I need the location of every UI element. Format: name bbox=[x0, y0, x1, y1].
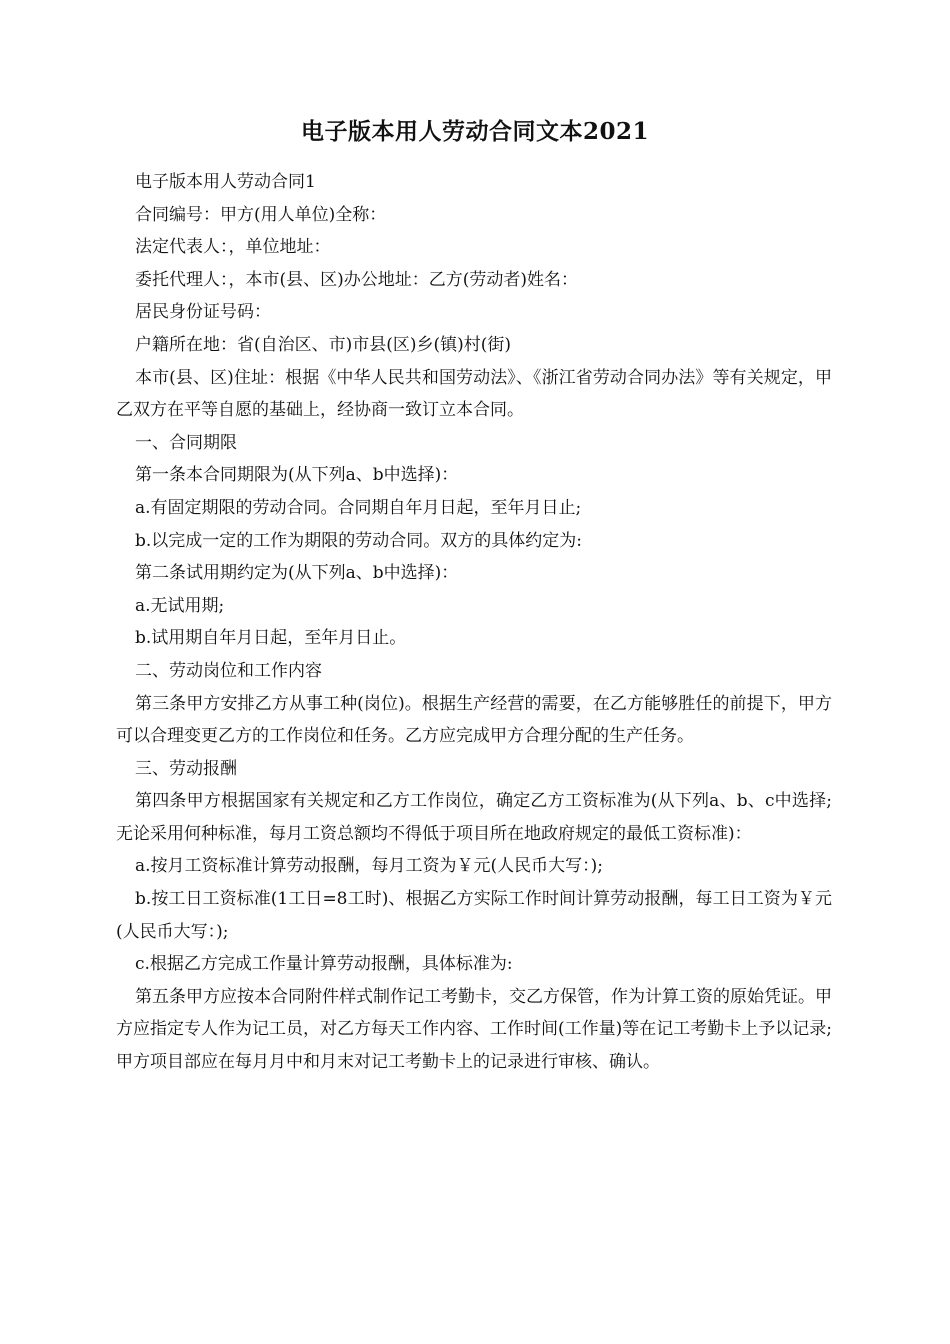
paragraph-article-4-option-b: b.按工日工资标准(1工日=8工时)、根据乙方实际工作时间计算劳动报酬，每工日工资为￥元(人民币大写：); bbox=[116, 889, 832, 942]
paragraph-id-number: 居民身份证号码： bbox=[135, 302, 271, 323]
section-heading-contract-term: 一、合同期限 bbox=[135, 432, 237, 453]
paragraph-contract-heading: 电子版本用人劳动合同1 bbox=[135, 172, 316, 192]
paragraph-agent: 委托代理人：，本市(县、区)办公地址：乙方(劳动者)姓名： bbox=[135, 269, 579, 290]
paragraph-contract-number: 合同编号：甲方(用人单位)全称： bbox=[135, 204, 387, 225]
paragraph-article-2-option-b: b.试用期自年月日起，至年月日止。 bbox=[135, 628, 407, 649]
section-heading-remuneration: 三、劳动报酬 bbox=[135, 758, 237, 779]
paragraph-legal-representative: 法定代表人：，单位地址： bbox=[135, 237, 331, 258]
paragraph-article-1-option-a: a.有固定期限的劳动合同。合同期自年月日起，至年月日止; bbox=[135, 497, 582, 518]
paragraph-article-1: 第一条本合同期限为(从下列a、b中选择)： bbox=[135, 465, 459, 486]
paragraph-article-4-option-c: c.根据乙方完成工作量计算劳动报酬，具体标准为: bbox=[135, 954, 513, 975]
paragraph-article-1-option-b: b.以完成一定的工作为期限的劳动合同。双方的具体约定为: bbox=[135, 530, 583, 551]
paragraph-article-4-option-a: a.按月工资标准计算劳动报酬，每月工资为￥元(人民币大写：); bbox=[135, 856, 604, 877]
paragraph-article-5: 第五条甲方应按本合同附件样式制作记工考勤卡，交乙方保管，作为计算工资的原始凭证。甲方应指定专人作为记工员，对乙方每天工作内容、工作时间(工作量)等在记工考勤卡上予以记录;甲方项目部应在每月月中和月末对记工考勤卡上的记录进行审核、确认。 bbox=[116, 986, 832, 1073]
paragraph-article-2: 第二条试用期约定为(从下列a、b中选择)： bbox=[135, 563, 459, 584]
paragraph-address-preamble: 本市(县、区)住址：根据《中华人民共和国劳动法》、《浙江省劳动合同办法》等有关规定，甲乙双方在平等自愿的基础上，经协商一致订立本合同。 bbox=[116, 367, 832, 421]
document-body bbox=[116, 166, 832, 1079]
paragraph-household-registration: 户籍所在地：省(自治区、市)市县(区)乡(镇)村(街) bbox=[135, 334, 512, 355]
paragraph-article-4: 第四条甲方根据国家有关规定和乙方工作岗位，确定乙方工资标准为(从下列a、b、c中选择;无论采用何种标准，每月工资总额均不得低于项目所在地政府规定的最低工资标准)： bbox=[116, 791, 832, 844]
paragraph-article-2-option-a: a.无试用期; bbox=[135, 595, 225, 616]
document-title: 电子版本用人劳动合同文本2021 bbox=[300, 118, 649, 145]
paragraph-article-3: 第三条甲方安排乙方从事工种(岗位)。根据生产经营的需要，在乙方能够胜任的前提下，甲方可以合理变更乙方的工作岗位和任务。乙方应完成甲方合理分配的生产任务。 bbox=[116, 693, 832, 747]
section-heading-job-content: 二、劳动岗位和工作内容 bbox=[135, 660, 322, 681]
